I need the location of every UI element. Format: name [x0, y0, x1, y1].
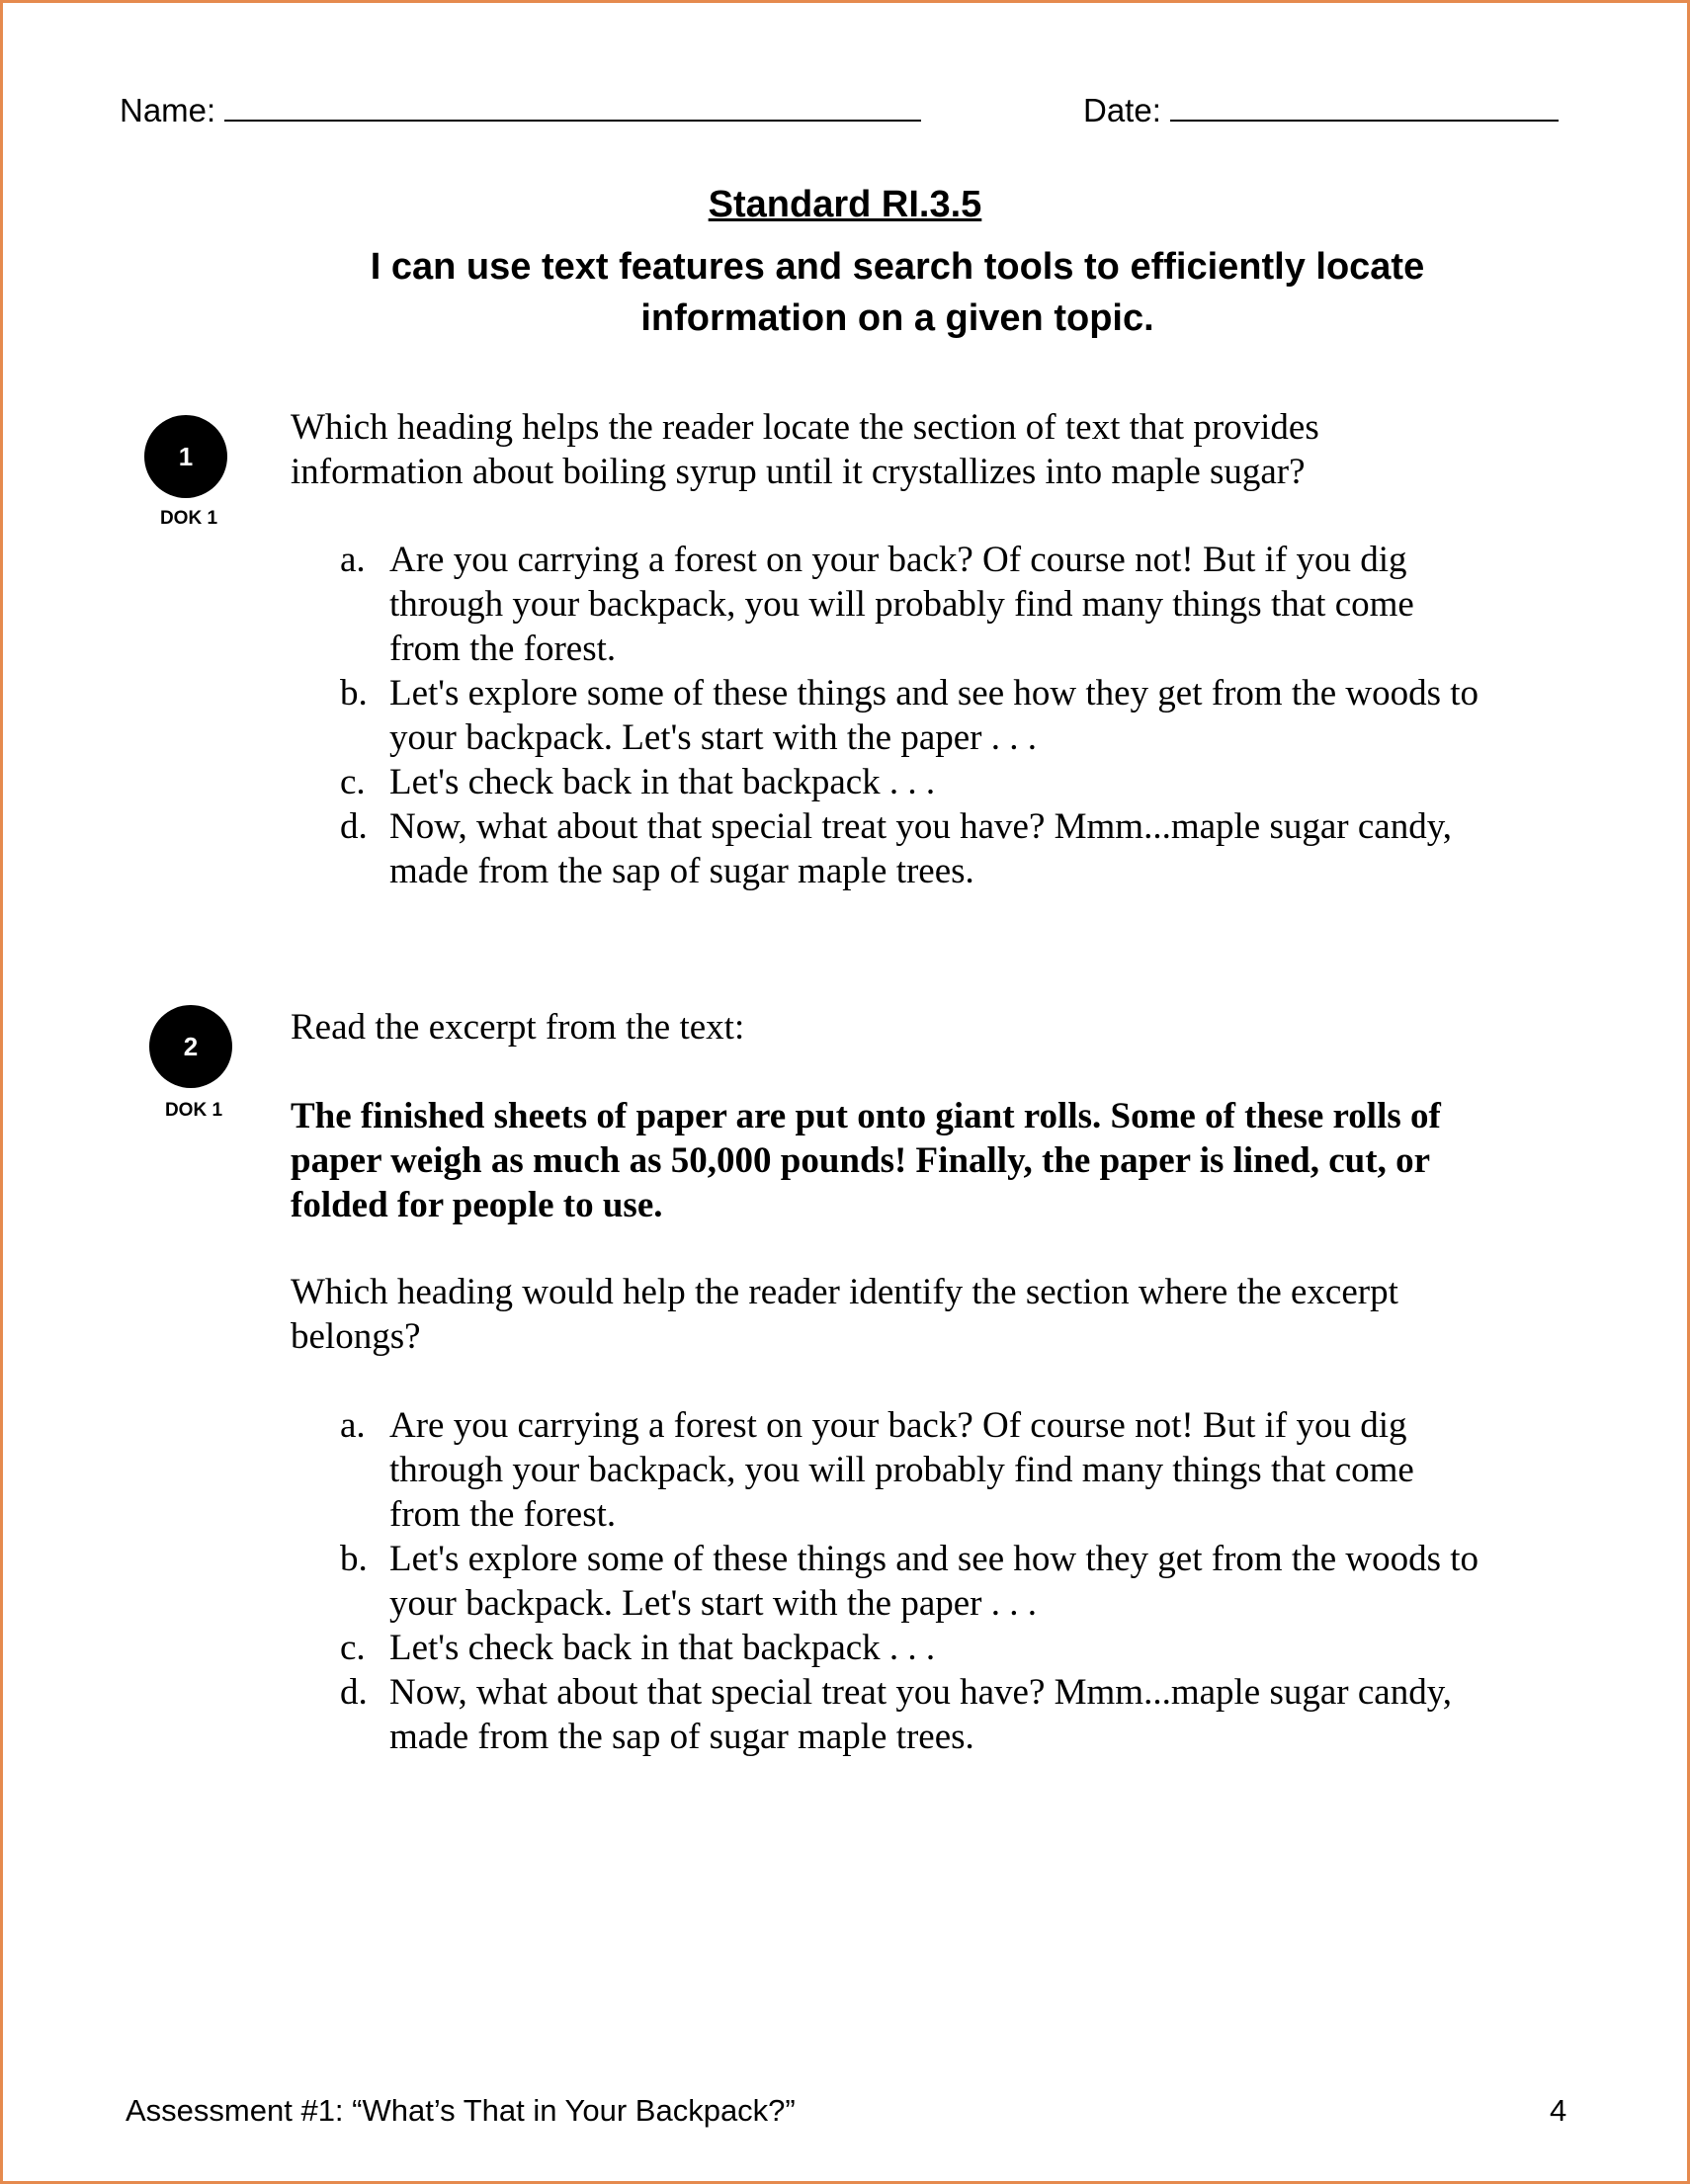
name-field[interactable]	[120, 90, 921, 129]
question-1-choices	[340, 538, 1491, 893]
learning-objective	[201, 241, 1594, 344]
question-2-excerpt: The finished sheets of paper are put onto giant rolls. Some of these rolls of paper weigh as much as 50,000 pounds! Finally, the paper is lined, cut, or folded for people to use.	[291, 1096, 1441, 1225]
question-1-choice-d[interactable]: d. Now, what about that special treat you have? Mmm...maple sugar candy, made from the sap of sugar maple trees.	[340, 806, 1453, 891]
question-1-choice-c[interactable]: c. Let's check back in that backpack . . .	[340, 762, 936, 802]
question-2-choice-c[interactable]: c. Let's check back in that backpack . . .	[340, 1628, 936, 1668]
question-2-intro: Read the excerpt from the text:	[291, 1007, 745, 1048]
question-1-prompt-line-2: information about boiling syrup until it crystallizes into maple sugar?	[291, 452, 1306, 492]
question-2-choices	[340, 1403, 1491, 1759]
question-2-number-badge: 2	[149, 1005, 232, 1088]
name-label: Name:	[120, 92, 216, 128]
footer-page-number: 4	[1550, 2093, 1567, 2128]
question-2-dok-label: DOK 1	[164, 1100, 223, 1121]
name-blank-line[interactable]	[224, 90, 921, 122]
question-1-choice-b[interactable]: b. Let's explore some of these things and see how they get from the woods to your backpack. Let's start with the paper . . .	[340, 673, 1479, 758]
question-2-prompt: Which heading would help the reader identify the section where the excerpt belongs?	[291, 1272, 1398, 1357]
question-2-choice-a[interactable]: a. Are you carrying a forest on your back? Of course not! But if you dig through your backpack, you will probably find many things that come from the forest.	[340, 1405, 1414, 1535]
date-label: Date:	[1083, 92, 1161, 128]
objective-line-2: information on a given topic.	[640, 297, 1154, 339]
question-1-dok-label: DOK 1	[159, 508, 218, 529]
question-1-prompt	[291, 405, 1536, 494]
objective-line-1: I can use text features and search tools to efficiently locate	[370, 246, 1425, 288]
standard-title: Standard RI.3.5	[708, 184, 982, 225]
question-1-number-badge: 1	[144, 415, 227, 498]
date-blank-line[interactable]	[1170, 90, 1559, 122]
question-2-choice-b[interactable]: b. Let's explore some of these things and see how they get from the woods to your backpack. Let's start with the paper . . .	[340, 1539, 1479, 1624]
footer-assessment-title: Assessment #1: “What’s That in Your Backpack?”	[126, 2093, 796, 2128]
question-2-choice-d[interactable]: d. Now, what about that special treat you have? Mmm...maple sugar candy, made from the sap of sugar maple trees.	[340, 1672, 1453, 1757]
date-field[interactable]	[1083, 90, 1559, 129]
question-1-choice-a[interactable]: a. Are you carrying a forest on your back? Of course not! But if you dig through your backpack, you will probably find many things that come from the forest.	[340, 540, 1414, 669]
question-1-prompt-line-1: Which heading helps the reader locate the section of text that provides	[291, 407, 1319, 448]
